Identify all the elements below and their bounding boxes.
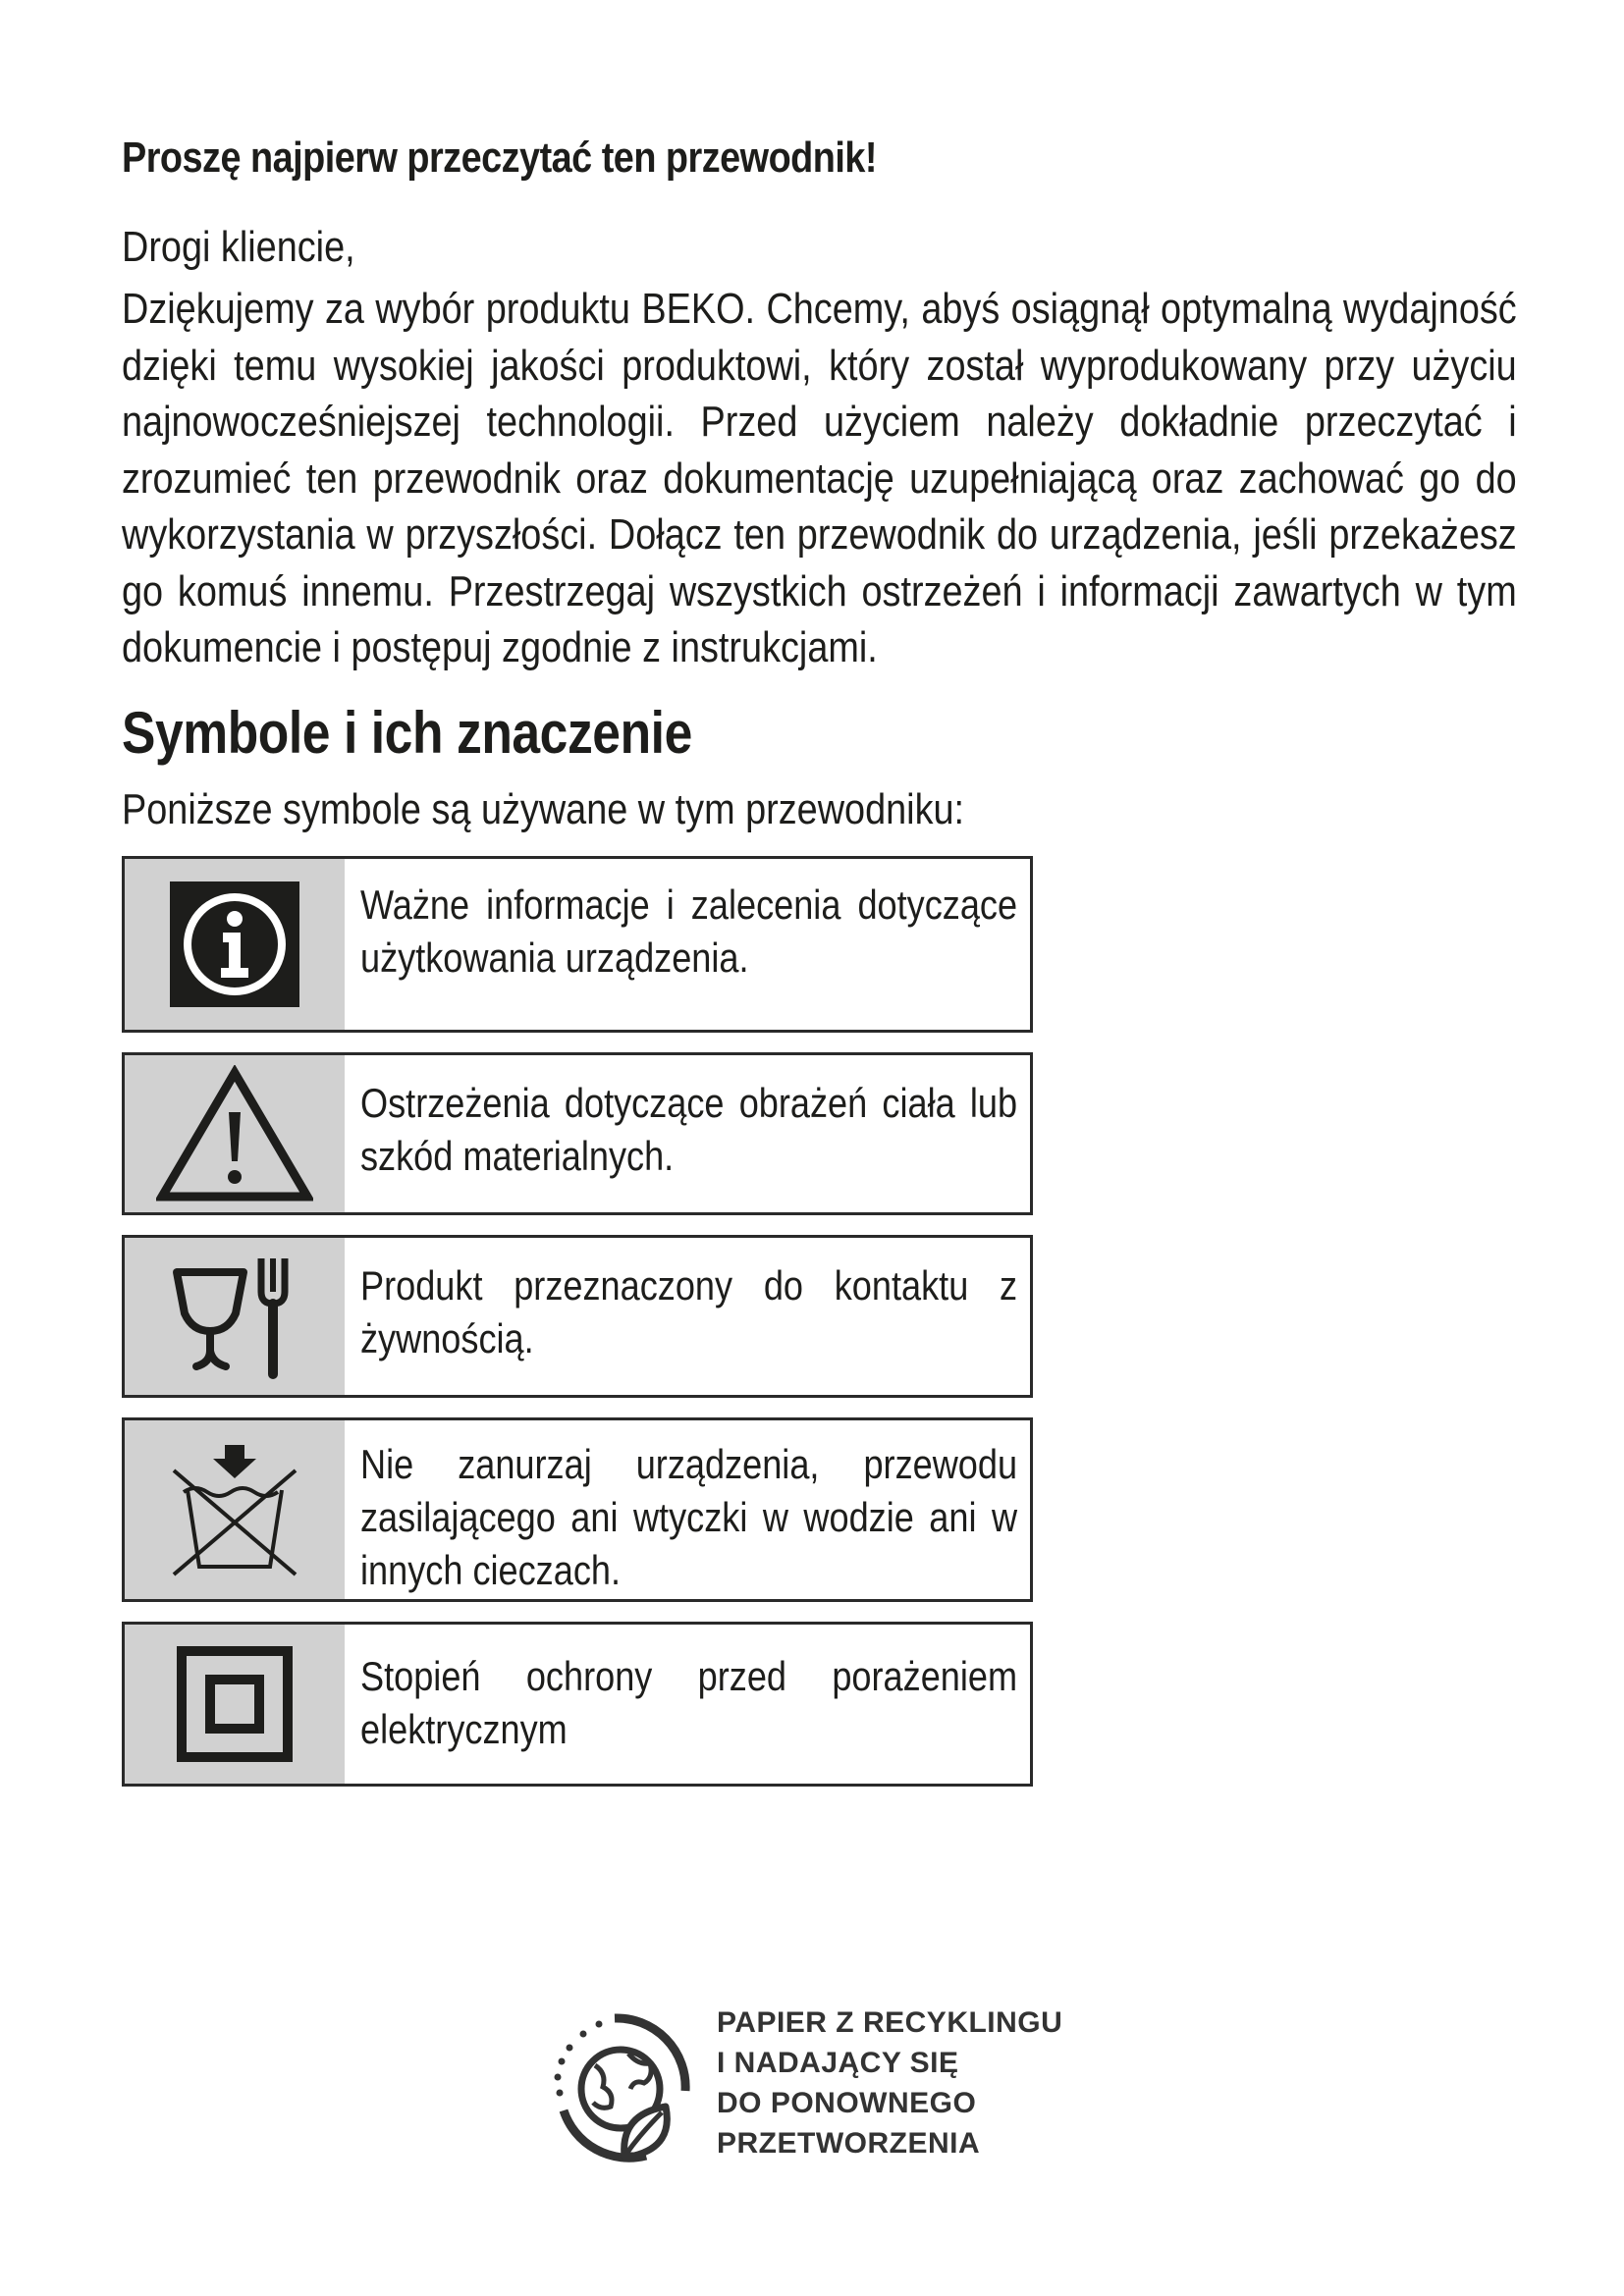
symbols-intro: Poniższe symbole są używane w tym przewodniku: xyxy=(122,785,965,833)
symbol-row-food-contact xyxy=(122,1235,1033,1398)
symbol-text-warning: Ostrzeżenia dotyczące obrażeń ciała lub szkód materialnych. xyxy=(360,1080,1018,1179)
intro-paragraph: Dziękujemy za wybór produktu BEKO. Chcemy, abyś osiągnął optymalną wydajność dzięki temu wysokiej jakości produktowi, który został wyprodukowany przy użyciu najnowocześniejszej technologii. Przed użyciem należy dokładnie przeczytać i zrozumieć ten przewodnik oraz dokumentację uzupełniającą oraz zachować go do wykorzystania w przyszłości. Dołącz ten przewodnik do urządzenia, jeśli przekażesz go komuś innemu. Przestrzegaj wszystkich ostrzeżeń i informacji zawartych w tym dokumencie i postępuj zgodnie z instrukcjami. xyxy=(122,285,1517,671)
symbols-section-title: Symbole i ich znaczenie xyxy=(122,700,692,766)
symbol-row-double-insulation xyxy=(122,1622,1033,1787)
double-insulation-icon xyxy=(177,1646,293,1762)
symbol-row-info xyxy=(122,856,1033,1033)
recycled-paper-logo xyxy=(550,2002,1100,2199)
logo-line: DO PONOWNEGO xyxy=(717,2087,977,2119)
symbol-icon-cell xyxy=(125,1238,345,1395)
symbol-row-warning xyxy=(122,1052,1033,1215)
do-not-immerse-icon xyxy=(166,1441,303,1578)
symbol-icon-cell xyxy=(125,1055,345,1212)
symbol-text-food-contact: Produkt przeznaczony do kontaktu z żywnością. xyxy=(360,1262,1018,1362)
symbol-text-double-insulation: Stopień ochrony przed porażeniem elektrycznym xyxy=(360,1653,1018,1752)
symbol-icon-cell xyxy=(125,859,345,1030)
food-contact-icon xyxy=(171,1253,298,1380)
info-icon xyxy=(170,881,299,1007)
recycled-paper-globe-leaf-icon xyxy=(550,2008,697,2175)
logo-line: I NADAJĄCY SIĘ xyxy=(717,2047,959,2079)
symbol-icon-cell xyxy=(125,1625,345,1784)
warning-triangle-icon xyxy=(156,1065,313,1202)
read-first-title: Proszę najpierw przeczytać ten przewodnik! xyxy=(122,133,877,182)
logo-line: PRZETWORZENIA xyxy=(717,2127,981,2160)
logo-line: PAPIER Z RECYKLINGU xyxy=(717,2006,1063,2039)
symbol-row-do-not-immerse xyxy=(122,1417,1033,1602)
symbol-icon-cell xyxy=(125,1420,345,1599)
recycled-paper-label xyxy=(717,2002,1062,2163)
greeting: Drogi kliencie, xyxy=(122,223,355,271)
symbol-text-info: Ważne informacje i zalecenia dotyczące użytkowania urządzenia. xyxy=(360,881,1018,981)
symbol-text-do-not-immerse: Nie zanurzaj urządzenia, przewodu zasilającego ani wtyczki w wodzie ani w innych cieczach. xyxy=(360,1441,1018,1593)
